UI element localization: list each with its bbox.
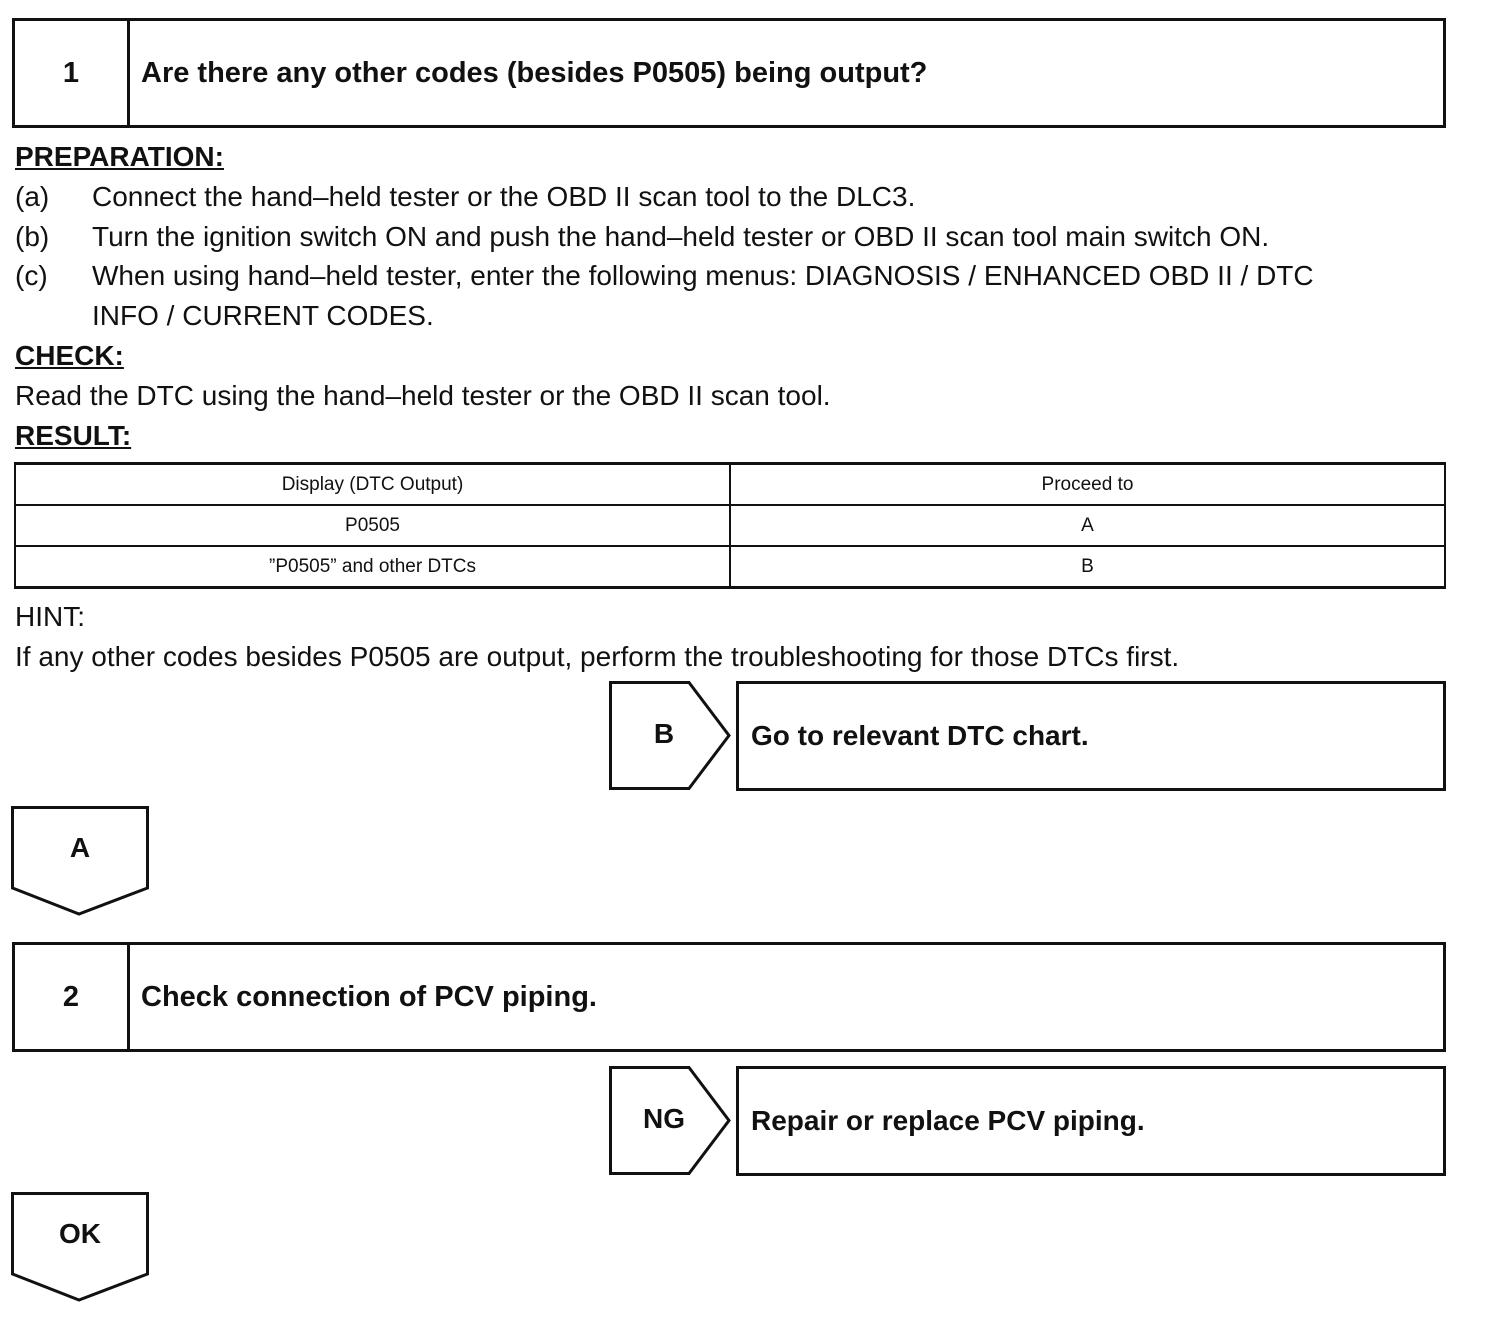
check-heading: CHECK: bbox=[15, 340, 124, 371]
result-table bbox=[14, 462, 1446, 589]
step-1-title: Are there any other codes (besides P0505) being output? bbox=[141, 56, 928, 89]
table-cell: ”P0505” and other DTCs bbox=[15, 546, 730, 588]
step-2-box bbox=[12, 942, 1446, 1052]
prep-item-b-label: (b) bbox=[15, 221, 50, 252]
prep-item-c-text-cont: INFO / CURRENT CODES. bbox=[92, 300, 434, 331]
table-header-row bbox=[15, 464, 1445, 506]
prep-item-c-text: When using hand–held tester, enter the following menus: DIAGNOSIS / ENHANCED OBD II / DTC bbox=[92, 260, 1314, 291]
table-row bbox=[15, 505, 1445, 546]
check-text: Read the DTC using the hand–held tester or the OBD II scan tool. bbox=[15, 380, 831, 411]
branch-a-label: A bbox=[69, 832, 91, 863]
branch-ng-result-box bbox=[736, 1066, 1446, 1176]
table-cell: A bbox=[730, 505, 1445, 546]
prep-item-c-label: (c) bbox=[15, 260, 48, 291]
prep-item-a-text: Connect the hand–held tester or the OBD II scan tool to the DLC3. bbox=[92, 181, 916, 212]
table-cell: P0505 bbox=[15, 505, 730, 546]
branch-ng-label: NG bbox=[643, 1103, 685, 1134]
step-1-box bbox=[12, 18, 1446, 128]
step-1-number: 1 bbox=[15, 21, 130, 125]
table-cell: B bbox=[730, 546, 1445, 588]
branch-b-result-box bbox=[736, 681, 1446, 791]
prep-item-a-label: (a) bbox=[15, 181, 50, 212]
branch-ok-label: OK bbox=[59, 1218, 101, 1249]
column-header-display: Display (DTC Output) bbox=[15, 464, 730, 506]
step-2-title: Check connection of PCV piping. bbox=[141, 980, 597, 1013]
preparation-heading: PREPARATION: bbox=[15, 141, 224, 172]
branch-ng-action: Repair or replace PCV piping. bbox=[751, 1105, 1145, 1136]
column-header-proceed: Proceed to bbox=[730, 464, 1445, 506]
table-row bbox=[15, 546, 1445, 588]
hint-text: If any other codes besides P0505 are output, perform the troubleshooting for those DTCs first. bbox=[15, 641, 1180, 672]
prep-item-b-text: Turn the ignition switch ON and push the hand–held tester or OBD II scan tool main switch ON. bbox=[92, 221, 1270, 252]
branch-b-action: Go to relevant DTC chart. bbox=[751, 720, 1089, 751]
result-heading: RESULT: bbox=[15, 420, 132, 451]
hint-heading: HINT: bbox=[15, 601, 85, 632]
branch-b-label: B bbox=[653, 718, 675, 749]
step-2-number: 2 bbox=[15, 945, 130, 1049]
